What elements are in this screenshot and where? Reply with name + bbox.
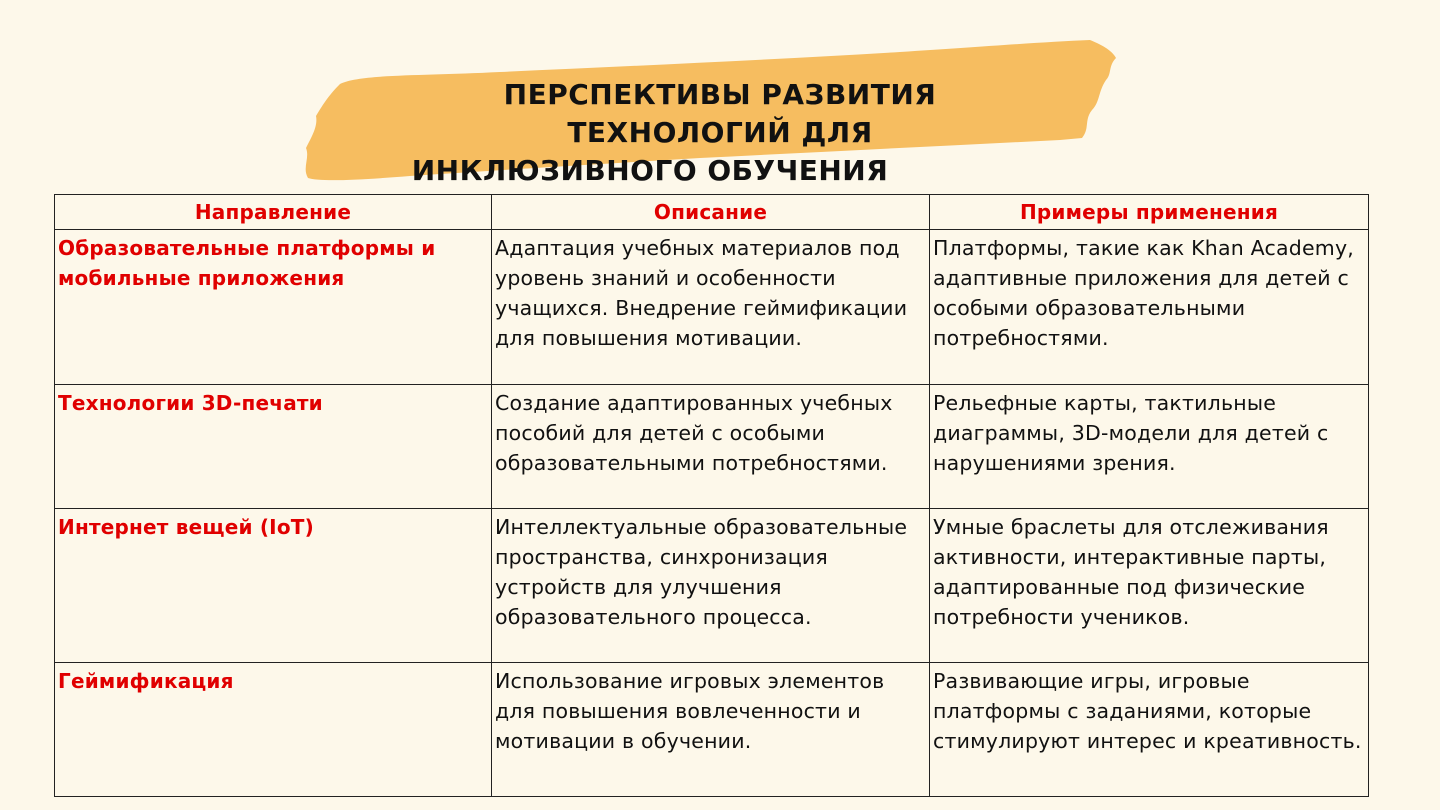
cell-description: Создание адаптированных учебных пособий для детей с особыми образовательными потребностями. bbox=[492, 385, 930, 509]
header-description: Описание bbox=[492, 195, 930, 230]
header-direction: Направление bbox=[55, 195, 492, 230]
table-row bbox=[55, 385, 1369, 509]
table-header-row bbox=[55, 195, 1369, 230]
cell-examples: Развивающие игры, игровые платформы с заданиями, которые стимулируют интерес и креативность. bbox=[930, 663, 1369, 797]
title-line-1: ПЕРСПЕКТИВЫ РАЗВИТИЯ bbox=[503, 78, 937, 111]
cell-direction: Технологии 3D-печати bbox=[55, 385, 492, 509]
cell-examples: Умные браслеты для отслеживания активности, интерактивные парты, адаптированные под физические потребности учеников. bbox=[930, 509, 1369, 663]
cell-description: Адаптация учебных материалов под уровень знаний и особенности учащихся. Внедрение геймификации для повышения мотивации. bbox=[492, 230, 930, 385]
title-line-3: ИНКЛЮЗИВНОГО ОБУЧЕНИЯ bbox=[411, 154, 889, 187]
cell-direction: Интернет вещей (IoT) bbox=[55, 509, 492, 663]
header-examples: Примеры применения bbox=[930, 195, 1369, 230]
cell-direction: Геймификация bbox=[55, 663, 492, 797]
table-row bbox=[55, 663, 1369, 797]
slide-title bbox=[400, 76, 1040, 190]
cell-examples: Рельефные карты, тактильные диаграммы, 3D-модели для детей с нарушениями зрения. bbox=[930, 385, 1369, 509]
cell-examples: Платформы, такие как Khan Academy, адаптивные приложения для детей с особыми образовательными потребностями. bbox=[930, 230, 1369, 385]
cell-description: Использование игровых элементов для повышения вовлеченности и мотивации в обучении. bbox=[492, 663, 930, 797]
table-row bbox=[55, 509, 1369, 663]
technologies-table bbox=[54, 194, 1369, 797]
title-line-2: ТЕХНОЛОГИЙ ДЛЯ bbox=[567, 116, 873, 149]
cell-description: Интеллектуальные образовательные пространства, синхронизация устройств для улучшения образовательного процесса. bbox=[492, 509, 930, 663]
cell-direction: Образовательные платформы и мобильные приложения bbox=[55, 230, 492, 385]
table-row bbox=[55, 230, 1369, 385]
